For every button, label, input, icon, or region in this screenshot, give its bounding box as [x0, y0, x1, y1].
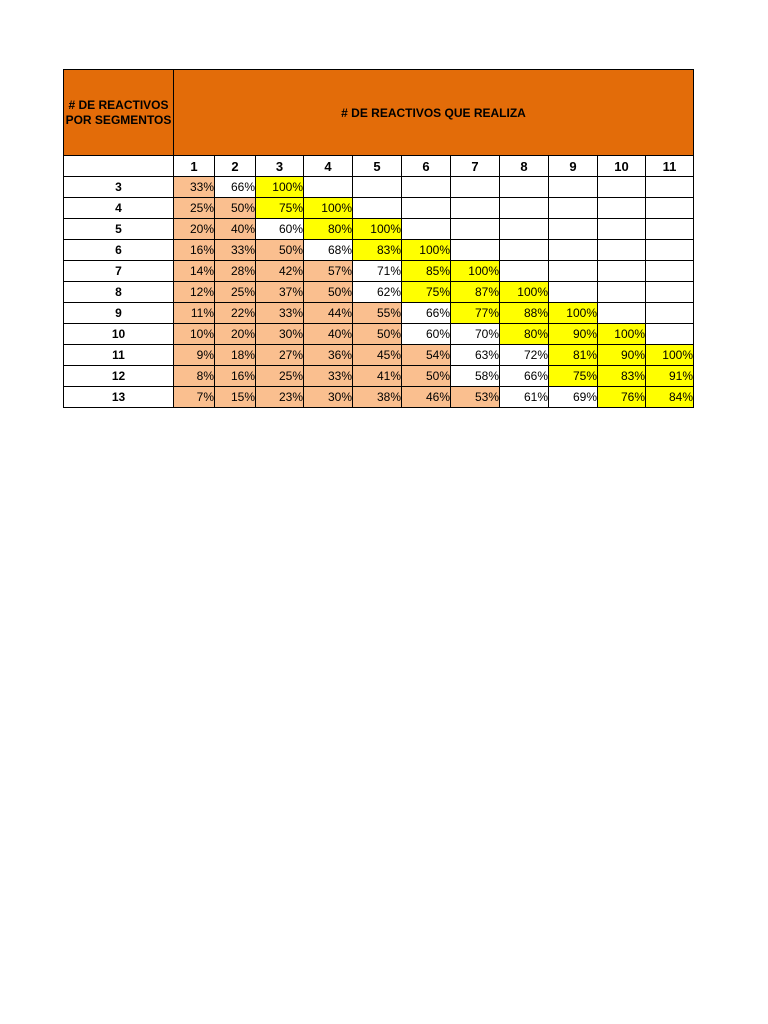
table-cell	[549, 177, 598, 198]
table-cell: 90%	[549, 324, 598, 345]
table-cell: 100%	[598, 324, 646, 345]
table-cell: 7%	[174, 387, 215, 408]
table-cell	[646, 219, 694, 240]
table-cell	[598, 303, 646, 324]
table-row	[64, 303, 694, 324]
table-cell	[549, 261, 598, 282]
table-cell: 11%	[174, 303, 215, 324]
table-row	[64, 282, 694, 303]
table-cell	[500, 198, 549, 219]
table-cell: 53%	[451, 387, 500, 408]
table-cell: 83%	[353, 240, 402, 261]
row-label: 12	[64, 366, 174, 387]
table-cell: 36%	[304, 345, 353, 366]
table-cell	[549, 219, 598, 240]
row-label: 9	[64, 303, 174, 324]
table-cell: 10%	[174, 324, 215, 345]
table-cell: 66%	[402, 303, 451, 324]
table-cell	[402, 198, 451, 219]
row-label: 4	[64, 198, 174, 219]
table-cell	[500, 240, 549, 261]
table-cell: 100%	[500, 282, 549, 303]
table-cell: 50%	[402, 366, 451, 387]
table-cell: 33%	[256, 303, 304, 324]
table-cell: 12%	[174, 282, 215, 303]
column-header: 9	[549, 156, 598, 177]
table-cell: 25%	[256, 366, 304, 387]
table-cell: 33%	[215, 240, 256, 261]
table-cell: 100%	[353, 219, 402, 240]
table-cell: 90%	[598, 345, 646, 366]
column-header: 3	[256, 156, 304, 177]
table-cell: 25%	[174, 198, 215, 219]
table-cell: 100%	[402, 240, 451, 261]
table-cell	[598, 240, 646, 261]
table-cell: 63%	[451, 345, 500, 366]
table-cell	[451, 177, 500, 198]
row-label: 6	[64, 240, 174, 261]
row-label: 10	[64, 324, 174, 345]
corner-cell	[64, 156, 174, 177]
table-cell: 50%	[353, 324, 402, 345]
table-cell: 80%	[500, 324, 549, 345]
table-cell: 27%	[256, 345, 304, 366]
table-cell	[353, 198, 402, 219]
table-cell	[549, 198, 598, 219]
table-cell: 28%	[215, 261, 256, 282]
table-cell: 100%	[646, 345, 694, 366]
table-cell: 62%	[353, 282, 402, 303]
table-cell	[598, 177, 646, 198]
column-header: 5	[353, 156, 402, 177]
table-cell: 46%	[402, 387, 451, 408]
table-row	[64, 387, 694, 408]
table-cell	[646, 282, 694, 303]
table-row	[64, 345, 694, 366]
table-cell	[598, 261, 646, 282]
table-cell	[500, 219, 549, 240]
table-row	[64, 198, 694, 219]
row-label: 3	[64, 177, 174, 198]
row-header-title: # DE REACTIVOS POR SEGMENTOS	[64, 70, 174, 156]
table-row	[64, 219, 694, 240]
row-label: 5	[64, 219, 174, 240]
table-cell: 91%	[646, 366, 694, 387]
column-header: 7	[451, 156, 500, 177]
table-cell: 15%	[215, 387, 256, 408]
table-cell: 41%	[353, 366, 402, 387]
row-label: 8	[64, 282, 174, 303]
table-cell: 66%	[500, 366, 549, 387]
table-cell	[646, 177, 694, 198]
table-cell: 33%	[174, 177, 215, 198]
table-row	[64, 366, 694, 387]
column-header: 2	[215, 156, 256, 177]
table-cell: 42%	[256, 261, 304, 282]
table-cell: 22%	[215, 303, 256, 324]
table-cell: 60%	[256, 219, 304, 240]
table-cell: 84%	[646, 387, 694, 408]
table-cell: 81%	[549, 345, 598, 366]
table-cell: 57%	[304, 261, 353, 282]
table-cell: 38%	[353, 387, 402, 408]
table-cell: 23%	[256, 387, 304, 408]
table-cell	[598, 282, 646, 303]
table-cell: 25%	[215, 282, 256, 303]
percentage-table	[63, 69, 694, 408]
table-cell: 33%	[304, 366, 353, 387]
table-cell: 55%	[353, 303, 402, 324]
table-cell: 100%	[549, 303, 598, 324]
table-cell	[451, 198, 500, 219]
table-cell: 14%	[174, 261, 215, 282]
row-label: 13	[64, 387, 174, 408]
table-cell: 50%	[256, 240, 304, 261]
table-cell	[598, 219, 646, 240]
row-label: 7	[64, 261, 174, 282]
table-row	[64, 261, 694, 282]
column-header: 10	[598, 156, 646, 177]
column-header: 11	[646, 156, 694, 177]
table-cell: 100%	[304, 198, 353, 219]
table-cell: 44%	[304, 303, 353, 324]
table-cell: 8%	[174, 366, 215, 387]
table-cell: 66%	[215, 177, 256, 198]
table-cell: 50%	[215, 198, 256, 219]
table-cell	[646, 303, 694, 324]
table-cell	[646, 261, 694, 282]
table-cell: 9%	[174, 345, 215, 366]
table-cell: 100%	[451, 261, 500, 282]
table-cell: 75%	[549, 366, 598, 387]
table-cell: 80%	[304, 219, 353, 240]
column-header: 4	[304, 156, 353, 177]
table-cell: 45%	[353, 345, 402, 366]
table-cell	[451, 240, 500, 261]
table-cell: 77%	[451, 303, 500, 324]
table-cell: 68%	[304, 240, 353, 261]
table-cell: 30%	[304, 387, 353, 408]
table-cell: 58%	[451, 366, 500, 387]
table-cell: 50%	[304, 282, 353, 303]
table-cell	[304, 177, 353, 198]
table-cell: 69%	[549, 387, 598, 408]
table-cell: 40%	[215, 219, 256, 240]
table-cell: 20%	[215, 324, 256, 345]
column-header: 6	[402, 156, 451, 177]
header-row	[64, 70, 694, 156]
table-cell: 60%	[402, 324, 451, 345]
row-label: 11	[64, 345, 174, 366]
column-number-row	[64, 156, 694, 177]
table-row	[64, 177, 694, 198]
table-cell: 83%	[598, 366, 646, 387]
table-cell	[500, 261, 549, 282]
table-cell: 87%	[451, 282, 500, 303]
table-cell: 75%	[402, 282, 451, 303]
column-header: 1	[174, 156, 215, 177]
table-cell	[549, 282, 598, 303]
table-cell: 71%	[353, 261, 402, 282]
table-cell: 16%	[215, 366, 256, 387]
column-group-title: # DE REACTIVOS QUE REALIZA	[174, 70, 694, 156]
table-cell: 100%	[256, 177, 304, 198]
table-cell	[646, 324, 694, 345]
table-cell	[353, 177, 402, 198]
table-cell: 54%	[402, 345, 451, 366]
table-cell	[549, 240, 598, 261]
table-cell: 37%	[256, 282, 304, 303]
table-cell	[646, 198, 694, 219]
table-cell: 72%	[500, 345, 549, 366]
table-cell	[402, 219, 451, 240]
table-cell: 70%	[451, 324, 500, 345]
table-cell: 18%	[215, 345, 256, 366]
table-cell: 16%	[174, 240, 215, 261]
table-cell: 76%	[598, 387, 646, 408]
table-cell	[646, 240, 694, 261]
table-cell	[451, 219, 500, 240]
table-cell	[402, 177, 451, 198]
table-row	[64, 240, 694, 261]
column-header: 8	[500, 156, 549, 177]
table-cell	[598, 198, 646, 219]
table-cell: 85%	[402, 261, 451, 282]
table-cell: 30%	[256, 324, 304, 345]
table-cell: 20%	[174, 219, 215, 240]
table-cell: 88%	[500, 303, 549, 324]
table-cell: 40%	[304, 324, 353, 345]
table-row	[64, 324, 694, 345]
table-cell: 61%	[500, 387, 549, 408]
table-cell	[500, 177, 549, 198]
table-cell: 75%	[256, 198, 304, 219]
